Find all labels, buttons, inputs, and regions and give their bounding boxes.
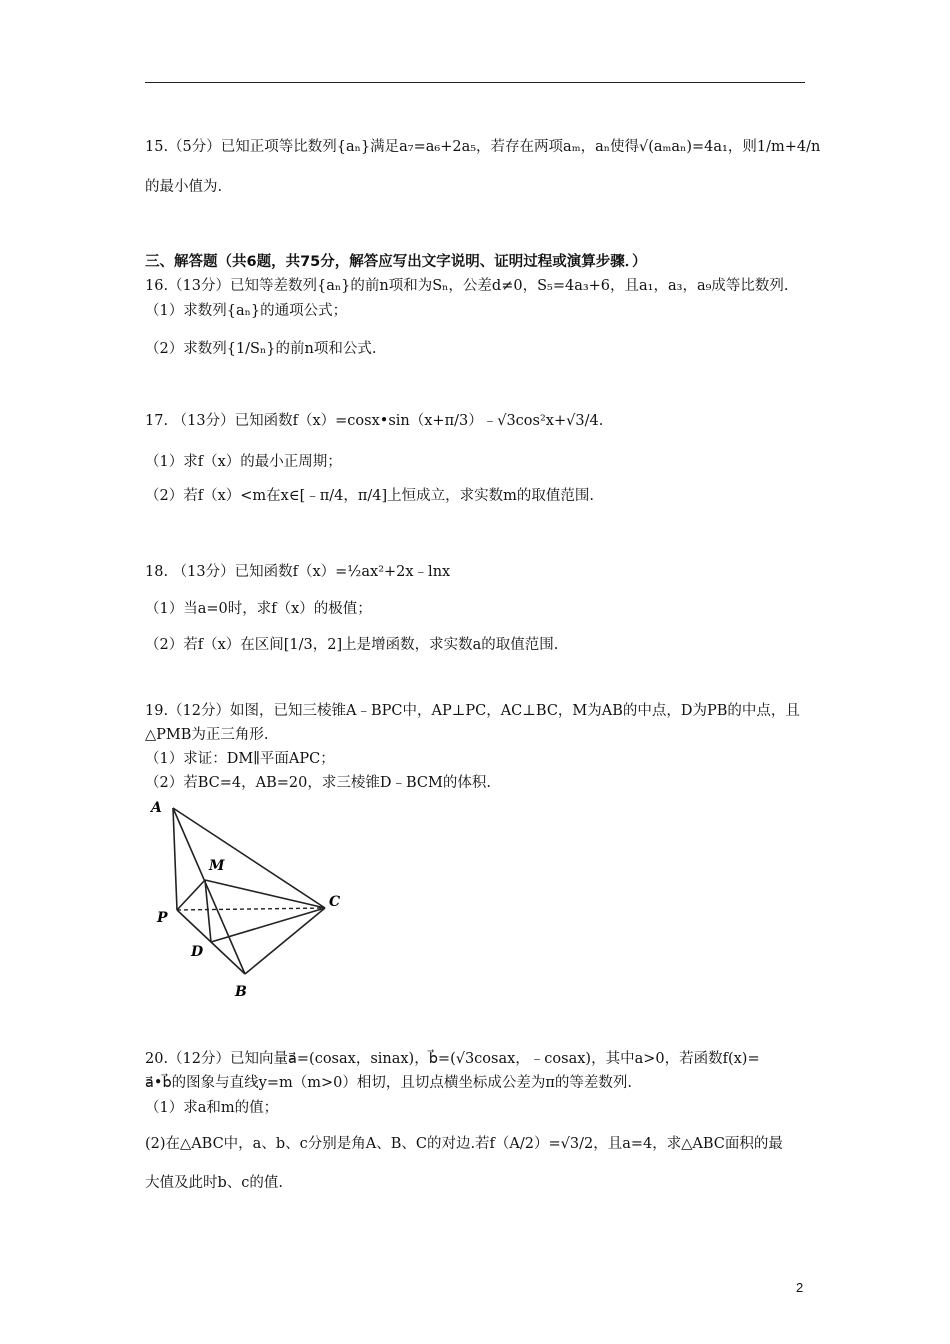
edge-DC [211, 908, 325, 942]
label-B: B [235, 984, 247, 1000]
label-C: C [329, 894, 341, 910]
page-number: 2 [796, 1280, 804, 1295]
edge-PC-hidden [177, 908, 325, 910]
q19-line2: △PMB为正三角形. [145, 727, 269, 743]
q17-part1: （1）求f（x）的最小正周期； [145, 454, 342, 470]
q19-line1: 19.（12分）如图，已知三棱锥A﹣BPC中，AP⊥PC，AC⊥BC，M为AB的中点，D为PB的中点，且 [145, 703, 800, 719]
edge-AB [173, 808, 245, 974]
q15-line1: 15.（5分）已知正项等比数列{aₙ}满足a₇=a₆+2a₅，若存在两项aₘ，aₙ使得√(aₘaₙ)=4a₁，则1/m+4/n [145, 139, 821, 155]
edge-AC [173, 808, 325, 908]
q16-part2: （2）求数列{1/Sₙ}的前n项和公式. [145, 341, 377, 357]
q20-line1: 20.（12分）已知向量a⃗=(cosax，sinax)，b⃗=(√3cosax，﹣cosax)，其中a>0，若函数f(x)= [145, 1051, 760, 1067]
q15-line2: 的最小值为. [145, 179, 223, 195]
q20-part2: (2)在△ABC中，a、b、c分别是角A、B、C的对边.若f（A/2）=√3/2，且a=4，求△ABC面积的最 [145, 1136, 783, 1152]
label-A: A [151, 800, 162, 816]
pyramid-figure [145, 798, 355, 1003]
q17-line1: 17. （13分）已知函数f（x）=cosx•sin（x+π/3）﹣√3cos²x+√3/4. [145, 413, 604, 429]
section-3-heading: 三、解答题（共6题，共75分，解答应写出文字说明、证明过程或演算步骤．） [145, 254, 647, 270]
edge-MP [177, 880, 205, 910]
q18-line1: 18. （13分）已知函数f（x）=½ax²+2x﹣lnx [145, 564, 451, 580]
q18-part1: （1）当a=0时，求f（x）的极值； [145, 601, 372, 617]
q20-part2-cont: 大值及此时b、c的值. [145, 1175, 284, 1191]
q16-line1: 16.（13分）已知等差数列{aₙ}的前n项和为Sₙ，公差d≠0，S₅=4a₃+6，且a₁，a₃，a₉成等比数列. [145, 278, 789, 294]
q18-part2: （2）若f（x）在区间[1/3，2]上是增函数，求实数a的取值范围. [145, 637, 559, 653]
edge-CB [245, 908, 325, 974]
edge-MC [205, 880, 325, 908]
label-D: D [191, 944, 204, 960]
q19-part1: （1）求证：DM∥平面APC； [145, 751, 335, 767]
q20-line2: a⃗•b⃗的图象与直线y=m（m>0）相切，且切点横坐标成公差为π的等差数列. [145, 1075, 632, 1091]
header-rule [145, 82, 805, 83]
q16-part1: （1）求数列{aₙ}的通项公式； [145, 303, 348, 319]
edge-AP [173, 808, 177, 910]
q19-part2: （2）若BC=4，AB=20，求三棱锥D﹣BCM的体积. [145, 775, 491, 791]
q20-part1: （1）求a和m的值； [145, 1100, 279, 1116]
q17-part2: （2）若f（x）<m在x∈[﹣π/4，π/4]上恒成立，求实数m的取值范围. [145, 488, 595, 504]
label-P: P [157, 910, 168, 926]
label-M: M [209, 858, 225, 874]
